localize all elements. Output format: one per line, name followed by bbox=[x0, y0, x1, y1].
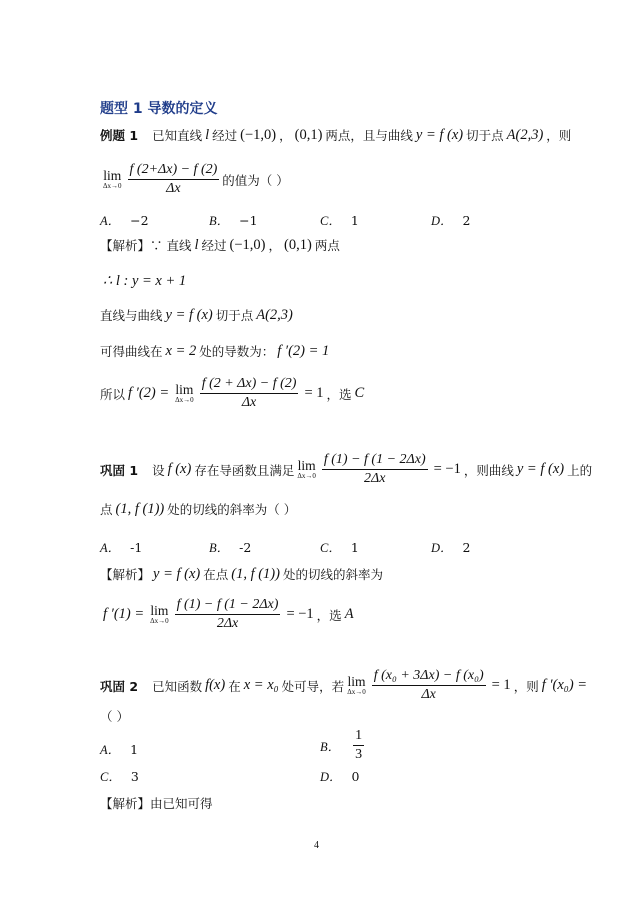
heading-text: 题型 1 导数的定义 bbox=[100, 101, 218, 117]
fraction bbox=[322, 452, 428, 487]
g1-solution-line1 bbox=[100, 565, 383, 583]
option-value: -1 bbox=[130, 539, 143, 555]
g2-option-a[interactable] bbox=[100, 740, 138, 758]
option-value: −2 bbox=[130, 212, 149, 228]
numerator: f (1) − f (1 − 2Δx) bbox=[175, 597, 281, 615]
g1-option-b[interactable] bbox=[209, 538, 251, 556]
text: 处可导，若 bbox=[281, 678, 345, 694]
g1-solution-line2 bbox=[100, 597, 357, 632]
text: 处的切线的斜率为 bbox=[282, 567, 383, 582]
option-fraction bbox=[353, 728, 364, 763]
line-l: l bbox=[205, 126, 210, 143]
x-eq: x = x₀ bbox=[243, 677, 279, 693]
point-a: A(2,3) bbox=[256, 306, 293, 323]
ex1-option-d[interactable] bbox=[431, 211, 470, 229]
function: f (x) bbox=[167, 461, 192, 477]
text: ， bbox=[279, 128, 292, 143]
ex1-solution-line1 bbox=[100, 236, 340, 254]
practice1-label: 巩固 1 bbox=[100, 462, 139, 478]
numerator: f (2+Δx) − f (2) bbox=[128, 162, 220, 180]
option-value: 2 bbox=[462, 539, 471, 555]
text: 切于点 bbox=[466, 128, 504, 143]
text: 在 bbox=[228, 678, 241, 694]
text: 处的切线的斜率为（ ） bbox=[167, 502, 297, 517]
option-letter: C． bbox=[320, 541, 341, 555]
lim-sub: Δx→0 bbox=[297, 472, 316, 480]
option-letter: A． bbox=[100, 743, 121, 757]
text: 设 bbox=[152, 462, 165, 478]
option-letter: B． bbox=[320, 739, 341, 754]
text: 经过 bbox=[212, 128, 238, 143]
point1: (−1,0) bbox=[229, 236, 266, 253]
g2-solution-line1 bbox=[100, 794, 213, 812]
lim-word: lim bbox=[150, 603, 169, 618]
text: 两点，且与曲线 bbox=[325, 128, 413, 143]
option-letter: C． bbox=[320, 214, 341, 228]
text: 直线与曲线 bbox=[100, 308, 163, 323]
fraction bbox=[128, 162, 220, 197]
option-value: 0 bbox=[351, 768, 360, 784]
answer: C bbox=[354, 385, 365, 401]
g2-option-b[interactable] bbox=[320, 728, 367, 763]
point-a: A(2,3) bbox=[506, 126, 544, 143]
option-value: 1 bbox=[350, 539, 359, 555]
option-value: 1 bbox=[130, 741, 139, 757]
example1-line1 bbox=[100, 126, 571, 144]
text: 经过 bbox=[201, 238, 227, 253]
point: (1, f (1)) bbox=[115, 500, 165, 517]
page-number: 4 bbox=[314, 840, 319, 851]
text: 已知函数 bbox=[152, 678, 203, 694]
denominator: Δx bbox=[241, 395, 257, 410]
line-l: l bbox=[194, 236, 199, 253]
limit bbox=[347, 675, 366, 696]
lim-word: lim bbox=[175, 382, 194, 397]
answer-paren: （ ） bbox=[100, 709, 129, 724]
text: ， bbox=[268, 238, 282, 253]
solution-label: 【解析】 bbox=[100, 238, 151, 253]
ex1-solution-line5 bbox=[100, 376, 367, 411]
equals: = 1 bbox=[491, 677, 511, 693]
derivative: f ′(x₀) = bbox=[541, 677, 588, 693]
text: 的值为（ ） bbox=[222, 172, 289, 188]
ex1-solution-line4 bbox=[100, 342, 332, 360]
curve-eq: y = f (x) bbox=[415, 126, 464, 143]
point2: (0,1) bbox=[294, 126, 323, 143]
denominator: Δx bbox=[166, 181, 181, 196]
text: 两点 bbox=[314, 238, 340, 253]
denominator: 2Δx bbox=[216, 616, 239, 631]
example1-label: 例题 1 bbox=[100, 128, 139, 143]
practice1-line2 bbox=[100, 500, 296, 518]
result: = −1 bbox=[286, 606, 314, 622]
equals: = −1 bbox=[433, 461, 461, 477]
denominator: Δx bbox=[421, 687, 436, 702]
text: ，则 bbox=[546, 128, 572, 143]
denominator: 3 bbox=[355, 747, 363, 762]
numerator: f (1) − f (1 − 2Δx) bbox=[322, 452, 428, 470]
text: 所以 bbox=[100, 386, 126, 402]
practice1-line1 bbox=[100, 452, 592, 487]
g2-option-d[interactable] bbox=[320, 767, 359, 785]
option-value: 2 bbox=[462, 212, 471, 228]
numerator: f (x₀ + 3Δx) − f (x₀) bbox=[372, 668, 486, 686]
derivative: f ′(2) = 1 bbox=[277, 342, 330, 359]
lim-sub: Δx→0 bbox=[175, 396, 194, 404]
fraction bbox=[372, 668, 486, 703]
option-value: 3 bbox=[130, 768, 139, 784]
text: 可得曲线在 bbox=[100, 344, 163, 359]
lim-sub: Δx→0 bbox=[347, 688, 366, 696]
option-letter: D． bbox=[431, 214, 453, 228]
text: 上的 bbox=[567, 462, 593, 478]
g1-option-d[interactable] bbox=[431, 538, 470, 556]
g1-option-c[interactable] bbox=[320, 538, 359, 556]
ex1-option-c[interactable] bbox=[320, 211, 359, 229]
option-value: 1 bbox=[350, 212, 359, 228]
text: 在点 bbox=[203, 567, 229, 582]
solution-label: 【解析】 bbox=[100, 567, 151, 582]
limit bbox=[297, 459, 316, 480]
option-letter: C． bbox=[100, 770, 121, 784]
option-letter: B． bbox=[209, 214, 230, 228]
g2-option-c[interactable] bbox=[100, 767, 139, 785]
limit bbox=[175, 383, 194, 404]
curve-eq: y = f (x) bbox=[165, 306, 213, 323]
fraction bbox=[200, 376, 299, 411]
g1-option-a[interactable] bbox=[100, 538, 142, 556]
point2: (0,1) bbox=[284, 236, 312, 253]
text: ∵ 直线 bbox=[150, 238, 192, 253]
x-eq: x = 2 bbox=[165, 342, 197, 359]
lim-word: lim bbox=[103, 168, 122, 183]
lim-sub: Δx→0 bbox=[150, 617, 169, 625]
ex1-option-a[interactable] bbox=[100, 211, 149, 229]
point1: (−1,0) bbox=[240, 126, 277, 143]
fraction bbox=[175, 597, 281, 632]
text: 切于点 bbox=[215, 308, 254, 323]
text: ，则曲线 bbox=[463, 462, 514, 478]
example1-line2 bbox=[100, 162, 289, 197]
option-letter: B． bbox=[209, 541, 230, 555]
limit bbox=[103, 169, 122, 190]
limit bbox=[150, 604, 169, 625]
numerator: 1 bbox=[353, 728, 364, 746]
option-letter: D． bbox=[320, 770, 342, 784]
text: ，选 bbox=[326, 386, 352, 402]
section-heading bbox=[100, 98, 218, 118]
point: (1, f (1)) bbox=[231, 565, 280, 582]
derivative: f ′(2) = bbox=[128, 385, 170, 401]
practice2-label: 巩固 2 bbox=[100, 678, 139, 694]
option-value: -2 bbox=[239, 539, 252, 555]
text: 点 bbox=[100, 502, 113, 517]
option-letter: A． bbox=[100, 541, 121, 555]
text: ，选 bbox=[316, 607, 342, 623]
derivative: f ′(1) = bbox=[103, 606, 145, 622]
text: ，则 bbox=[513, 678, 539, 694]
option-letter: D． bbox=[431, 541, 453, 555]
numerator: f (2 + Δx) − f (2) bbox=[200, 376, 299, 394]
result: = 1 bbox=[304, 385, 324, 401]
text: 已知直线 bbox=[152, 128, 203, 143]
lim-word: lim bbox=[297, 458, 316, 473]
option-value: −1 bbox=[239, 212, 258, 228]
text: 存在导函数且满足 bbox=[194, 462, 295, 478]
answer: A bbox=[344, 606, 354, 622]
curve-eq: y = f (x) bbox=[153, 565, 201, 582]
ex1-solution-line3 bbox=[100, 306, 296, 324]
practice2-line1 bbox=[100, 668, 590, 703]
lim-sub: Δx→0 bbox=[103, 182, 122, 190]
text: 由已知可得 bbox=[150, 796, 213, 811]
function: f(x) bbox=[205, 677, 226, 693]
curve-eq: y = f (x) bbox=[516, 461, 565, 477]
lim-word: lim bbox=[347, 674, 366, 689]
line-equation: ∴ l : y = x + 1 bbox=[103, 273, 187, 289]
text: 处的导数为： bbox=[199, 344, 275, 359]
practice2-line2 bbox=[100, 707, 129, 725]
denominator: 2Δx bbox=[364, 471, 386, 486]
solution-label: 【解析】 bbox=[100, 796, 151, 811]
option-letter: A． bbox=[100, 214, 121, 228]
ex1-option-b[interactable] bbox=[209, 211, 258, 229]
ex1-solution-line2 bbox=[100, 273, 189, 290]
